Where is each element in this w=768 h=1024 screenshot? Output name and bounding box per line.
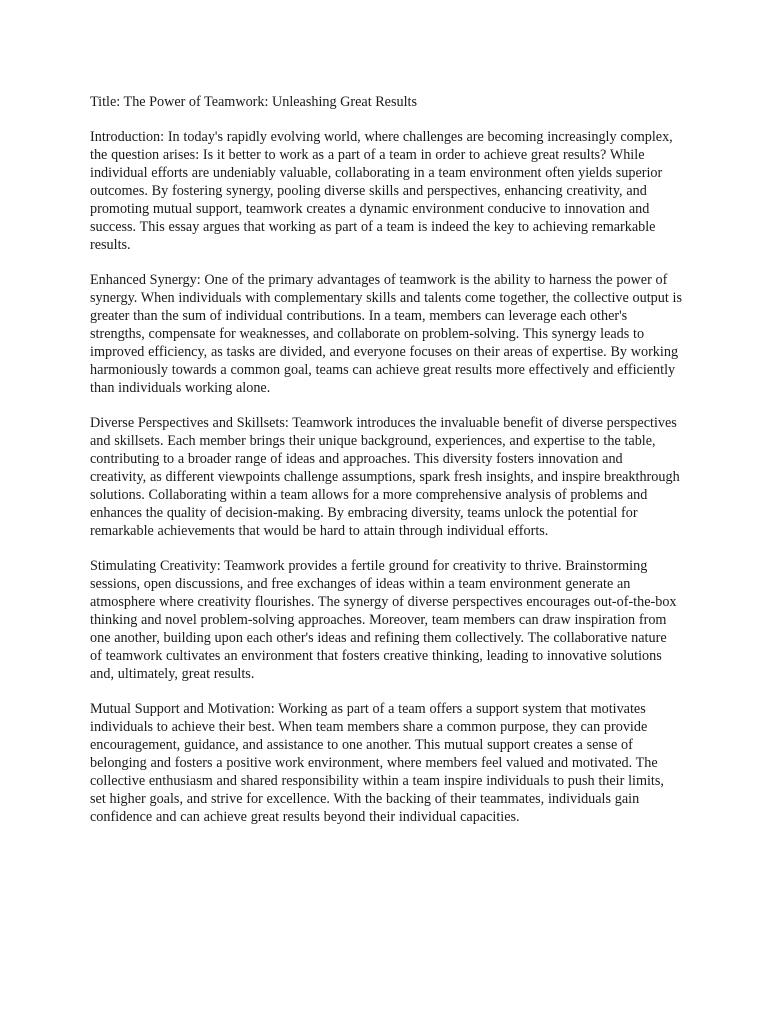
paragraph-diverse-perspectives: Diverse Perspectives and Skillsets: Teamwork introduces the invaluable benefit of diverse perspectives and skillsets. Each member brings their unique background, experiences, and expertise to the table, contributing to a broader range of ideas and approaches. This diversity fosters innovation and creativity, as different viewpoints challenge assumptions, spark fresh insights, and inspire breakthrough solutions. Collaborating within a team allows for a more comprehensive analysis of problems and enhances the quality of decision-making. By embracing diversity, teams unlock the potential for remarkable achievements that would be hard to attain through individual efforts. [90, 415, 680, 539]
paragraph-mutual-support: Mutual Support and Motivation: Working as part of a team offers a support system that motivates individuals to achieve their best. When team members share a common purpose, they can provide encouragement, guidance, and assistance to one another. This mutual support creates a sense of belonging and fosters a positive work environment, where members feel valued and motivated. The collective enthusiasm and shared responsibility within a team inspire individuals to push their limits, set higher goals, and strive for excellence. With the backing of their teammates, individuals gain confidence and can achieve great results beyond their individual capacities. [90, 701, 664, 825]
document-title: Title: The Power of Teamwork: Unleashing Great Results [90, 94, 417, 110]
paragraph-stimulating-creativity: Stimulating Creativity: Teamwork provides a fertile ground for creativity to thrive. Brainstorming sessions, open discussions, and free exchanges of ideas within a team environment generate an atmosphere where creativity flourishes. The synergy of diverse perspectives encourages out-of-the-box thinking and novel problem-solving approaches. Moreover, team members can draw inspiration from one another, building upon each other's ideas and refining them collectively. The collaborative nature of teamwork cultivates an environment that fosters creative thinking, leading to innovative solutions and, ultimately, great results. [90, 558, 677, 682]
paragraph-introduction: Introduction: In today's rapidly evolving world, where challenges are becoming increasingly complex, the question arises: Is it better to work as a part of a team in order to achieve great results? While individual efforts are undeniably valuable, collaborating in a team environment often yields superior outcomes. By fostering synergy, pooling diverse skills and perspectives, enhancing creativity, and promoting mutual support, teamwork creates a dynamic environment conducive to innovation and success. This essay argues that working as part of a team is indeed the key to achieving remarkable results. [90, 129, 673, 253]
paragraph-enhanced-synergy: Enhanced Synergy: One of the primary advantages of teamwork is the ability to harness the power of synergy. When individuals with complementary skills and talents come together, the collective output is greater than the sum of individual contributions. In a team, members can leverage each other's strengths, compensate for weaknesses, and collaborate on problem-solving. This synergy leads to improved efficiency, as tasks are divided, and everyone focuses on their areas of expertise. By working harmoniously towards a common goal, teams can achieve great results more effectively and efficiently than individuals working alone. [90, 272, 682, 396]
document-body [90, 93, 682, 843]
